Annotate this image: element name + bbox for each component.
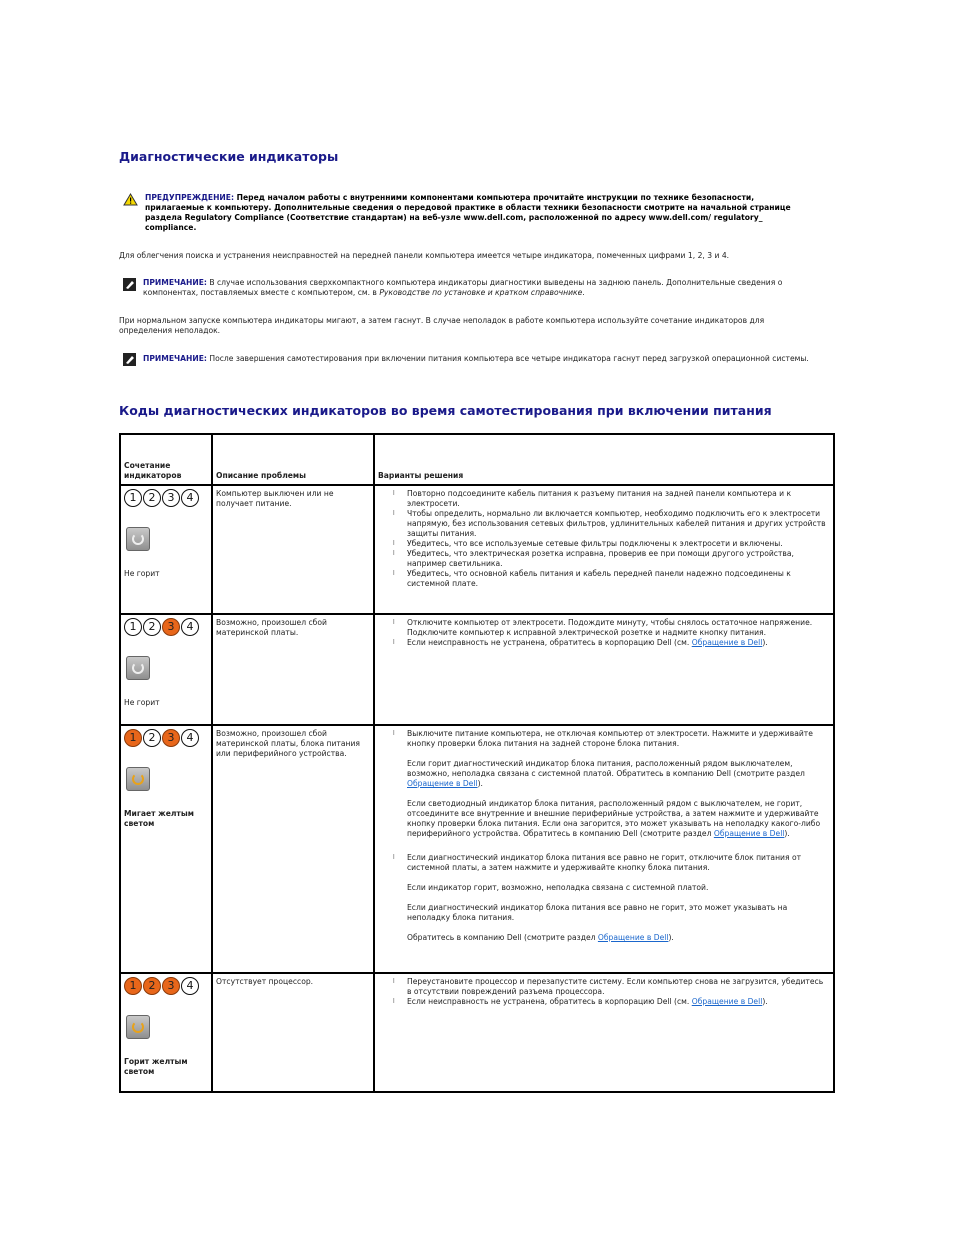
solution-text-end: ).	[477, 779, 483, 788]
warning-text: Перед началом работы с внутренними компонентами компьютера прочитайте инструкции по технике безопасности, прилагаемые к компьютеру. Дополнительные сведения о передовой практике в области техники безопасности смотрите на начальной странице раздела Regulatory Compliance (Соответствие стандартам) на веб-узле www.dell.com, расположенной по адресу www.dell.com/ regulatory_ compliance.	[145, 193, 791, 232]
solution-text: Если неисправность не устранена, обратитесь в корпорацию Dell (см.	[407, 997, 692, 1006]
note-text: В случае использования сверхкомпактного компьютера индикаторы диагностики выведены на заднюю панель. Дополнительные сведения о компонентах, поставляемых вместе с компьютером, см. в	[143, 278, 783, 297]
solution-item	[407, 509, 829, 539]
solution-item	[407, 997, 829, 1007]
note-icon	[123, 353, 136, 369]
solution-item	[407, 539, 829, 549]
power-light-state: Горит желтым светом	[124, 1057, 188, 1076]
table-row	[120, 973, 834, 1092]
intro-text: Для облегчения поиска и устранения неисправностей на передней панели компьютера имеется четыре индикатора, помеченных цифрами 1, 2, 3 и 4.	[119, 251, 730, 260]
paragraph-2: При нормальном запуске компьютера индикаторы мигают, а затем гаснут. В случае неполадок в работе компьютера используйте сочетание индикаторов для определения неполадок.	[119, 316, 765, 335]
solution-text: Если диагностический индикатор блока питания все равно не горит, это может указывать на неполадку блока питания.	[407, 903, 788, 922]
solution-text: Если горит диагностический индикатор блока питания, расположенный рядом выключателем, возможно, неполадка связана с системной платой. Обратитесь в компанию Dell (смотрите раздел	[407, 759, 805, 778]
contact-dell-link[interactable]: Обращение в Dell	[713, 829, 785, 838]
solution-text-end: ).	[762, 638, 768, 647]
solution-item	[407, 759, 829, 789]
solution-text: Если диагностический индикатор блока питания все равно не горит, отключите блок питания от системной платы, а затем нажмите и удерживайте кнопку блока питания.	[407, 853, 802, 872]
solution-cell	[374, 725, 834, 973]
solution-text: Убедитесь, что все используемые сетевые фильтры подключены к электросети и включены.	[407, 539, 783, 548]
led-4-off: 4	[181, 977, 199, 995]
solution-text: Убедитесь, что основной кабель питания и кабель передней панели надежно подсоединены к системной плате.	[407, 569, 791, 588]
table-header-row	[120, 434, 834, 485]
solution-text-end: ).	[784, 829, 790, 838]
indicator-cell	[120, 614, 212, 725]
header-problem: Описание проблемы	[212, 434, 374, 485]
led-4-off: 4	[181, 618, 199, 636]
solution-text: Выключите питание компьютера, не отключая компьютер от электросети. Нажмите и удерживайте кнопку проверки блока питания на задней стороне блока питания.	[407, 729, 813, 748]
contact-dell-link[interactable]: Обращение в Dell	[691, 997, 763, 1006]
led-4-off: 4	[181, 729, 199, 747]
warning-label: ПРЕДУПРЕЖДЕНИЕ:	[145, 193, 235, 202]
solution-cell	[374, 485, 834, 614]
power-button-icon	[126, 767, 150, 791]
led-3-on: 3	[162, 618, 180, 636]
contact-dell-link[interactable]: Обращение в Dell	[597, 933, 669, 942]
solution-item	[407, 853, 829, 873]
table-row	[120, 485, 834, 614]
led-4-off: 4	[181, 489, 199, 507]
problem-cell: Возможно, произошел сбой материнской платы, блока питания или периферийного устройства.	[212, 725, 374, 973]
contact-dell-link[interactable]: Обращение в Dell	[407, 779, 478, 788]
led-2-off: 2	[143, 729, 161, 747]
solution-item	[407, 903, 829, 923]
led-indicators	[124, 489, 208, 507]
led-indicators	[124, 977, 208, 995]
header-solution: Варианты решения	[374, 434, 834, 485]
problem-cell: Возможно, произошел сбой материнской платы.	[212, 614, 374, 725]
power-button-icon	[126, 656, 150, 680]
guide-title: Руководстве по установке и кратком справочнике	[379, 288, 583, 297]
led-2-on: 2	[143, 977, 161, 995]
led-2-off: 2	[143, 618, 161, 636]
header-combination: Сочетание индикаторов	[120, 434, 212, 485]
problem-cell: Компьютер выключен или не получает питание.	[212, 485, 374, 614]
power-light-state: Мигает желтым светом	[124, 809, 194, 828]
note-2	[143, 354, 823, 364]
power-button-icon	[126, 1015, 150, 1039]
power-light-state: Не горит	[124, 569, 160, 578]
note-label: ПРИМЕЧАНИЕ:	[143, 354, 207, 363]
led-1-on: 1	[124, 729, 142, 747]
solution-item	[407, 883, 829, 893]
solution-item	[407, 977, 829, 997]
solution-item	[407, 638, 829, 648]
solution-text: Убедитесь, что электрическая розетка исправна, проверив ее при помощи другого устройства, например светильника.	[407, 549, 794, 568]
solution-item	[407, 569, 829, 589]
power-button-icon	[126, 527, 150, 551]
led-2-off: 2	[143, 489, 161, 507]
solution-text: Чтобы определить, нормально ли включается компьютер, необходимо подключить его к электросети напрямую, без использования сетевых фильтров, удлинительных кабелей питания и других устройств защиты питания.	[407, 509, 826, 538]
contact-dell-link[interactable]: Обращение в Dell	[691, 638, 763, 647]
led-1-off: 1	[124, 489, 142, 507]
solution-text: Обратитесь в компанию Dell (смотрите раздел	[407, 933, 598, 942]
solution-text: Если светодиодный индикатор блока питания, расположенный рядом с выключателем, не горит, отсоедините все внутренние и внешние периферийные устройства, а затем нажмите и удерживайте кнопку проверки блока питания. Если она загорится, это может указывать на неполадку какого-либо периферийного устройства. Обратитесь в компанию Dell (смотрите раздел	[407, 799, 821, 838]
solution-item	[407, 799, 829, 839]
warning-icon	[123, 193, 138, 209]
solution-text-end: ).	[668, 933, 674, 942]
solution-item	[407, 489, 829, 509]
led-1-off: 1	[124, 618, 142, 636]
led-3-on: 3	[162, 729, 180, 747]
solution-text: Повторно подсоедините кабель питания к разъему питания на задней панели компьютера и к электросети.	[407, 489, 792, 508]
solution-text: Если неисправность не устранена, обратитесь в корпорацию Dell (см.	[407, 638, 692, 647]
note-label: ПРИМЕЧАНИЕ:	[143, 278, 207, 287]
led-3-on: 3	[162, 977, 180, 995]
solution-text: Переустановите процессор и перезапустите систему. Если компьютер снова не загрузится, убедитесь в отсутствии повреждений разъема процессора.	[407, 977, 824, 996]
solution-text-end: ).	[762, 997, 768, 1006]
note-text: После завершения самотестирования при включении питания компьютера все четыре индикатора гаснут перед загрузкой операционной системы.	[206, 354, 809, 363]
indicator-cell	[120, 973, 212, 1092]
note-1	[143, 278, 833, 298]
solution-item	[407, 618, 829, 638]
indicator-cell	[120, 725, 212, 973]
section-heading: Коды диагностических индикаторов во время самотестирования при включении питания	[119, 403, 772, 418]
solution-item	[407, 729, 829, 749]
diagnostic-codes-table	[119, 433, 835, 1093]
led-3-off: 3	[162, 489, 180, 507]
solution-text: Отключите компьютер от электросети. Подождите минуту, чтобы снялось остаточное напряжение. Подключите компьютер к исправной электрической розетке и надмите кнопку питания.	[407, 618, 813, 637]
note-icon	[123, 278, 136, 294]
problem-cell: Отсутствует процессор.	[212, 973, 374, 1092]
solution-text: Если индикатор горит, возможно, неполадка связана с системной платой.	[407, 883, 709, 892]
table-row	[120, 614, 834, 725]
solution-item	[407, 933, 829, 943]
note-end: .	[582, 288, 585, 297]
solution-cell	[374, 973, 834, 1092]
warning-notice	[145, 193, 815, 233]
led-1-on: 1	[124, 977, 142, 995]
solution-cell	[374, 614, 834, 725]
page-title: Диагностические индикаторы	[119, 149, 339, 164]
indicator-cell	[120, 485, 212, 614]
table-row	[120, 725, 834, 973]
solution-item	[407, 549, 829, 569]
power-light-state: Не горит	[124, 698, 160, 707]
led-indicators	[124, 729, 208, 747]
led-indicators	[124, 618, 208, 636]
